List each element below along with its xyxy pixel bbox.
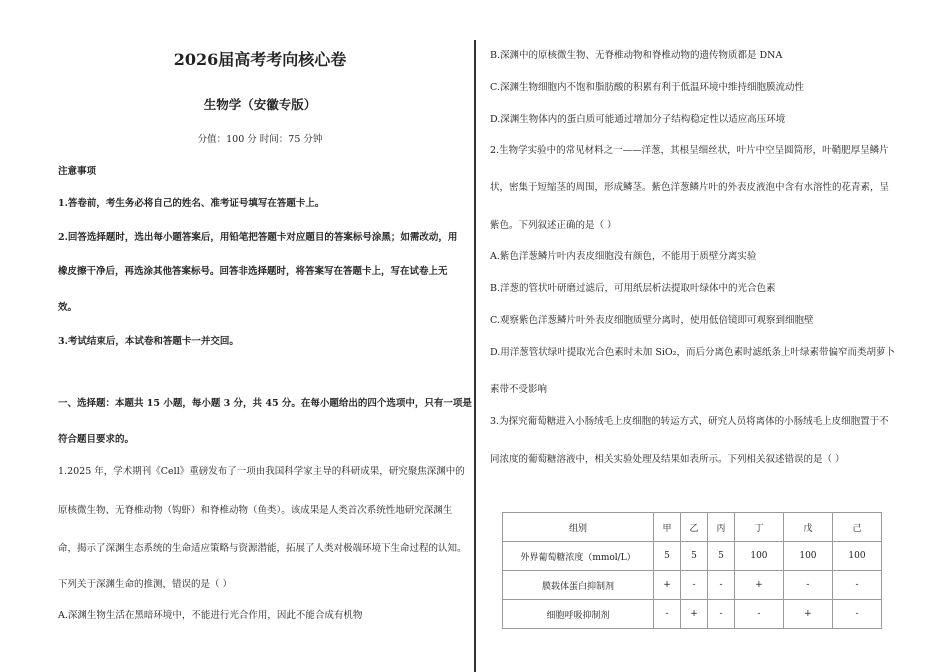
q1-stem-line: 命，揭示了深渊生态系统的生命适应策略与资源潜能，拓展了人类对极端环境下生命过程的认知。 — [58, 543, 467, 554]
q2-option-b: B.洋葱的管状叶研磨过滤后，可用纸层析法提取叶绿体中的光合色素 — [490, 283, 776, 294]
column-divider — [474, 40, 476, 672]
q2-stem-line: 状，密集于短缩茎的周围，形成鳞茎。紫色洋葱鳞片叶的外表皮液泡中含有水溶性的花青素，呈 — [490, 182, 890, 193]
table-cell: - — [654, 600, 681, 629]
notice-line: 橡皮擦干净后，再选涂其他答案标号。回答非选择题时，将答案写在答题卡上，写在试卷上无 — [58, 266, 448, 277]
notice-heading: 注意事项 — [58, 166, 97, 177]
table-cell: + — [680, 600, 707, 629]
q1-option-a: A.深渊生物生活在黑暗环境中，不能进行光合作用，因此不能合成有机物 — [58, 610, 363, 621]
table-cell: 100 — [783, 542, 832, 571]
exam-title: 2026届高考考向核心卷 — [173, 50, 347, 69]
q2-option-a: A.紫色洋葱鳞片叶内表皮细胞没有颜色，不能用于质壁分离实验 — [490, 251, 757, 262]
notice-line: 3.考试结束后，本试卷和答题卡一并交回。 — [58, 336, 239, 347]
exam-subtitle: 生物学（安徽专版） — [203, 97, 317, 112]
q1-option-d: D.深渊生物体内的蛋白质可能通过增加分子结构稳定性以适应高压环境 — [490, 114, 786, 125]
table-header-cell: 丁 — [734, 513, 783, 542]
table-row — [503, 600, 882, 629]
q1-stem-line: 下列关于深渊生命的推测，错误的是（ ） — [58, 579, 233, 590]
table-cell: - — [707, 571, 734, 600]
table-row — [503, 571, 882, 600]
table-cell: 100 — [734, 542, 783, 571]
table-cell: 100 — [832, 542, 881, 571]
q1-option-c: C.深渊生物细胞内不饱和脂肪酸的积累有利于低温环境中维持细胞膜流动性 — [490, 82, 804, 93]
table-header-cell: 己 — [832, 513, 881, 542]
table-row-label: 膜载体蛋白抑制剂 — [503, 571, 654, 600]
table-header-row — [503, 513, 882, 542]
experiment-table — [502, 512, 882, 629]
q1-option-b: B.深渊中的原核微生物、无脊椎动物和脊椎动物的遗传物质都是 DNA — [490, 50, 783, 61]
table-cell: - — [734, 600, 783, 629]
q2-option-d-cont: 素带不受影响 — [490, 384, 548, 395]
q2-stem-line: 2.生物学实验中的常见材料之一——洋葱，其根呈细丝状，叶片中空呈圆筒形，叶鞘肥厚呈鳞片 — [490, 145, 889, 156]
table-cell: + — [783, 600, 832, 629]
q1-stem-line: 1.2025 年，学术期刊《Cell》重磅发布了一项由我国科学家主导的科研成果，研究聚焦深渊中的 — [58, 466, 465, 477]
table-row-label: 外界葡萄糖浓度（mmol/L） — [503, 542, 654, 571]
table-row-label: 细胞呼吸抑制剂 — [503, 600, 654, 629]
table-cell: - — [680, 571, 707, 600]
notice-line: 效。 — [58, 302, 78, 313]
table-header-label: 组别 — [503, 513, 654, 542]
table-cell: - — [707, 600, 734, 629]
table-header-cell: 丙 — [707, 513, 734, 542]
section-heading-cont: 符合题目要求的。 — [58, 434, 135, 445]
table-cell: 5 — [654, 542, 681, 571]
table-cell: - — [783, 571, 832, 600]
table-cell: - — [832, 600, 881, 629]
notice-line: 1.答卷前，考生务必将自己的姓名、准考证号填写在答题卡上。 — [58, 198, 325, 209]
q1-stem-line: 原核微生物、无脊椎动物（钩虾）和脊椎动物（鱼类）。该成果是人类首次系统性地研究深渊生 — [58, 505, 453, 516]
q3-stem-line: 同浓度的葡萄糖溶液中，相关实验处理及结果如表所示。下列相关叙述错误的是（ ） — [490, 454, 845, 465]
notice-line: 2.回答选择题时，选出每小题答案后，用铅笔把答题卡对应题目的答案标号涂黑；如需改动，用 — [58, 232, 458, 243]
table-row — [503, 542, 882, 571]
table-cell: - — [832, 571, 881, 600]
q2-stem-line: 紫色。下列叙述正确的是（ ） — [490, 220, 617, 231]
q2-option-c: C.观察紫色洋葱鳞片叶外表皮细胞质壁分离时，使用低倍镜即可观察到细胞壁 — [490, 315, 814, 326]
table-header-cell: 乙 — [680, 513, 707, 542]
table-header-cell: 甲 — [654, 513, 681, 542]
table-cell: 5 — [707, 542, 734, 571]
q3-stem-line: 3.为探究葡萄糖进入小肠绒毛上皮细胞的转运方式，研究人员将离体的小肠绒毛上皮细胞置于不 — [490, 416, 889, 427]
q2-option-d: D.用洋葱管状绿叶提取光合色素时未加 SiO₂，而后分离色素时滤纸条上叶绿素带偏窄而类胡萝卜 — [490, 347, 895, 358]
table-cell: + — [654, 571, 681, 600]
section-heading: 一、选择题：本题共 15 小题，每小题 3 分，共 45 分。在每小题给出的四个选项中，只有一项是 — [58, 398, 472, 409]
table-header-cell: 戊 — [783, 513, 832, 542]
table-cell: 5 — [680, 542, 707, 571]
score-info: 分值：100 分 时间：75 分钟 — [197, 134, 323, 145]
table-cell: + — [734, 571, 783, 600]
